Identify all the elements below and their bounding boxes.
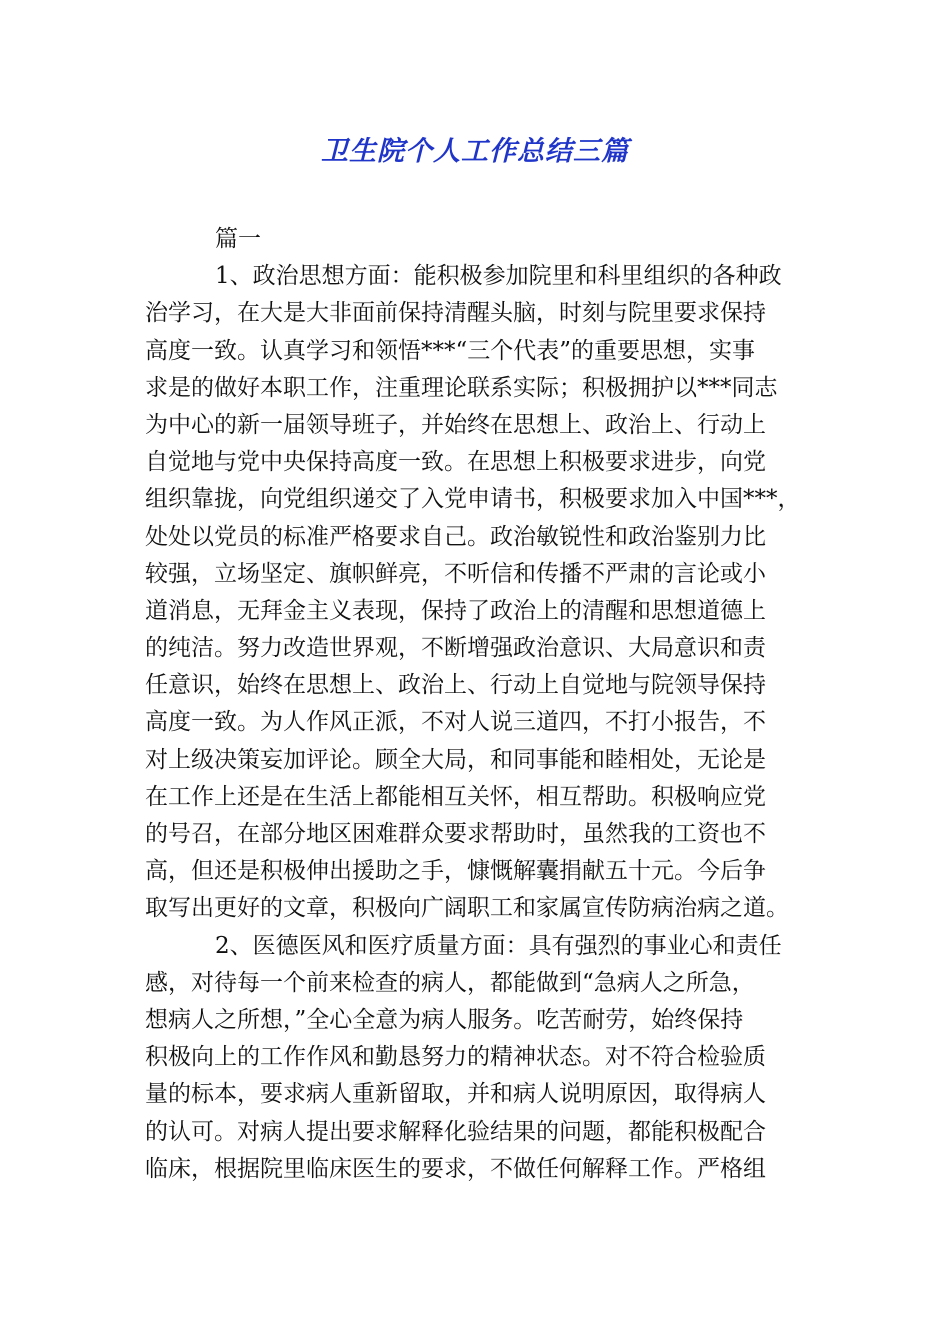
paragraph-line: 量的标本，要求病人重新留取，并和病人说明原因，取得病人 [145, 1081, 766, 1108]
paragraph-line: 求是的做好本职工作，注重理论联系实际；积极拥护以***同志 [145, 374, 778, 401]
paragraph-line: 积极向上的工作作风和勤恳努力的精神状态。对不符合检验质 [145, 1044, 766, 1071]
paragraph-line: 高度一致。为人作风正派，不对人说三道四，不打小报告，不 [145, 709, 766, 736]
paragraph-line: 处处以党员的标准严格要求自己。政治敏锐性和政治鉴别力比 [145, 523, 766, 550]
paragraph-line: 任意识，始终在思想上、政治上、行动上自觉地与院领导保持 [145, 672, 766, 699]
paragraph-line: 取写出更好的文章，积极向广阔职工和家属宣传防病治病之道。 [145, 895, 789, 922]
paragraph-line: 组织靠拢，向党组织递交了入党申请书，积极要求加入中国***， [145, 486, 801, 513]
paragraph-line: 为中心的新一届领导班子，并始终在思想上、政治上、行动上 [145, 411, 766, 438]
paragraph-line: 的号召，在部分地区困难群众要求帮助时，虽然我的工资也不 [145, 821, 766, 847]
paragraph-line: 高度一致。认真学习和领悟***“三个代表”的重要思想，实事 [145, 337, 756, 364]
paragraph-line: 在工作上还是在生活上都能相互关怀，相互帮助。积极响应党 [145, 783, 766, 810]
paragraph-line: 的纯洁。努力改造世界观，不断增强政治意识、大局意识和责 [145, 635, 766, 662]
paragraph-line: 2、医德医风和医疗质量方面：具有强烈的事业心和责任 [215, 932, 782, 959]
paragraph-line: 治学习，在大是大非面前保持清醒头脑，时刻与院里要求保持 [145, 300, 766, 327]
paragraph-line: 1、政治思想方面：能积极参加院里和科里组织的各种政 [215, 263, 782, 290]
section-heading: 篇一 [215, 226, 261, 252]
paragraph-line: 感，对待每一个前来检查的病人，都能做到“急病人之所急， [145, 969, 755, 996]
paragraph-line: 的认可。对病人提出要求解释化验结果的问题，都能积极配合 [145, 1118, 766, 1145]
document-body [145, 221, 813, 1188]
paragraph-line: 想病人之所想，”全心全意为病人服务。吃苦耐劳，始终保持 [145, 1006, 744, 1033]
paragraph-line: 对上级决策妄加评论。顾全大局，和同事能和睦相处，无论是 [145, 746, 766, 773]
document-title: 卫生院个人工作总结三篇 [321, 136, 629, 167]
paragraph-line: 自觉地与党中央保持高度一致。在思想上积极要求进步，向党 [145, 449, 766, 476]
paragraph-line: 临床，根据院里临床医生的要求，不做任何解释工作。严格组 [145, 1155, 766, 1182]
paragraph-line: 道消息，无拜金主义表现，保持了政治上的清醒和思想道德上 [145, 597, 766, 624]
paragraph-line: 较强，立场坚定、旗帜鲜亮，不听信和传播不严肃的言论或小 [145, 560, 766, 587]
paragraph-line: 高，但还是积极伸出援助之手，慷慨解囊捐献五十元。今后争 [145, 858, 766, 885]
